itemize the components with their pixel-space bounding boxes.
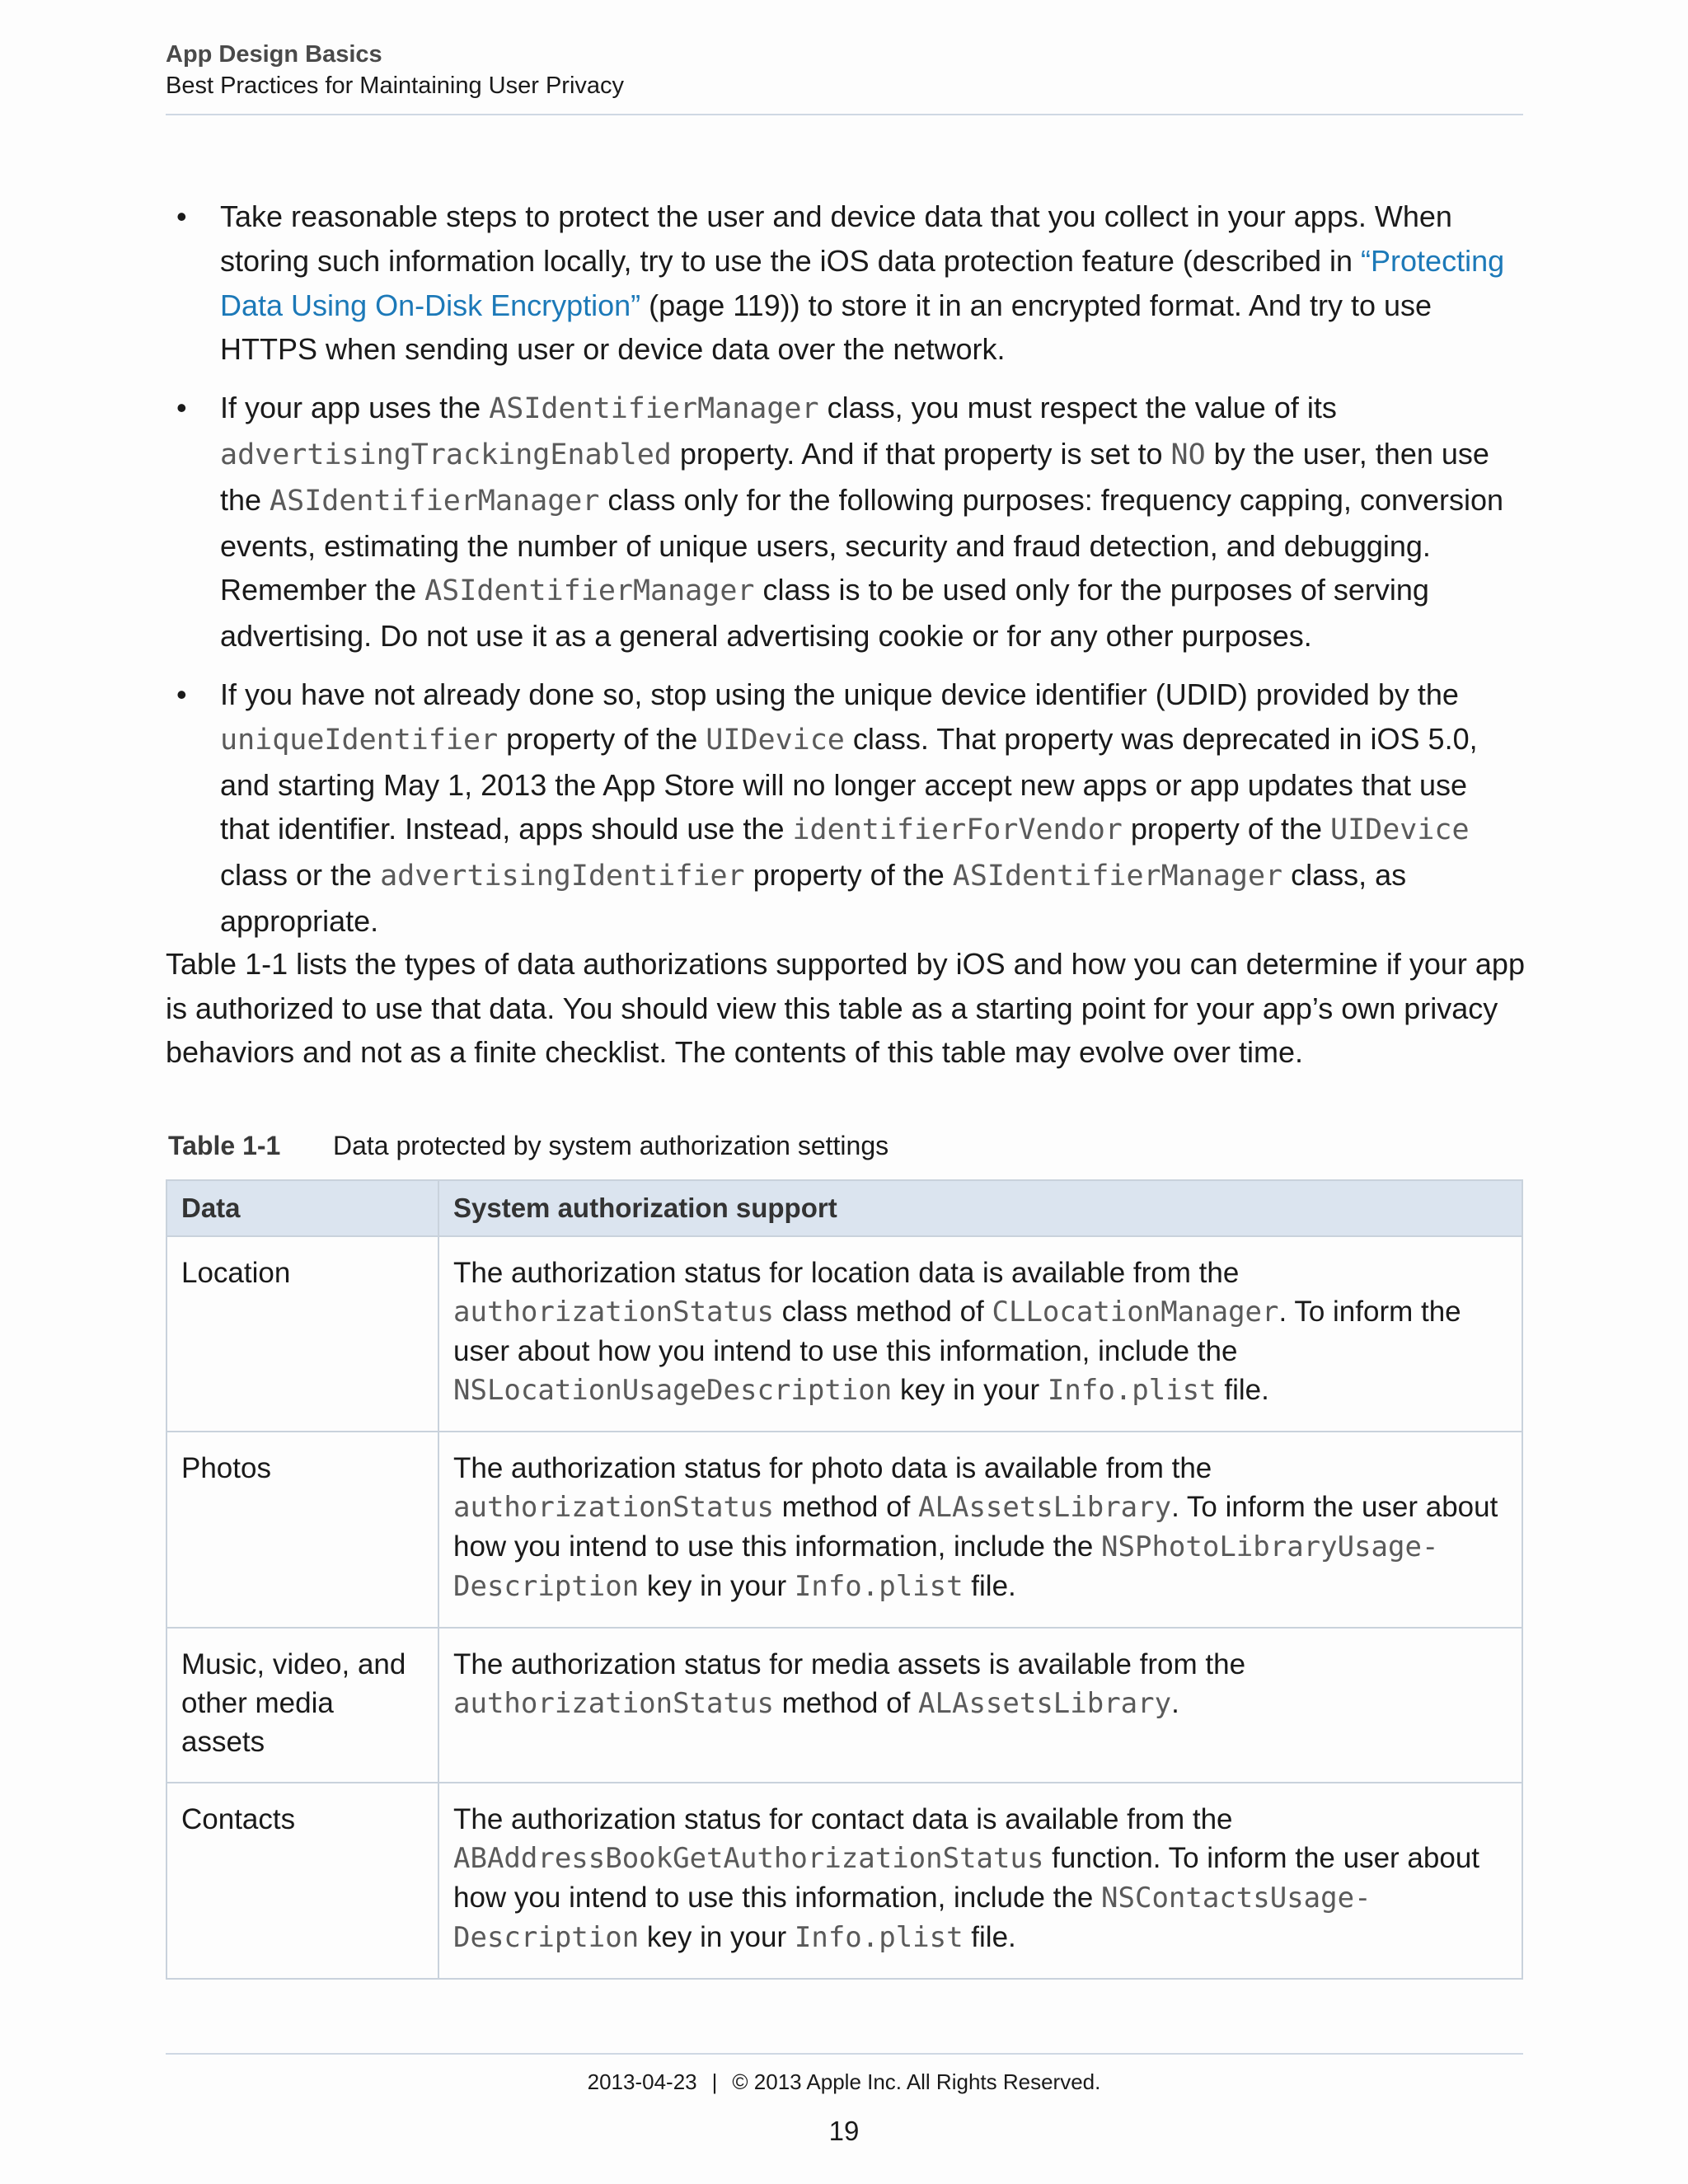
- table-caption-label: Table 1-1: [168, 1131, 281, 1160]
- table-row: [166, 1783, 1522, 1979]
- footer-divider: [166, 2053, 1523, 2055]
- authorization-table: [166, 1179, 1523, 1980]
- table-cell-data: Music, video, and other media assets: [166, 1628, 438, 1783]
- footer-copyright: © 2013 Apple Inc. All Rights Reserved.: [732, 2069, 1101, 2094]
- list-item: [166, 194, 1523, 372]
- page-footer: [0, 2067, 1688, 2097]
- code-term: authorizationStatus: [453, 1687, 774, 1720]
- bullet-text: class. That property was deprecated in iOS 5.0, and starting May 1, 2013 the App Store will no longer accept new apps or app updates that use that identifier. Instead, apps should use the: [220, 721, 1478, 846]
- cell-text: class method of: [773, 1296, 992, 1328]
- code-term: ASIdentifierManager: [952, 860, 1283, 893]
- code-term: ASIdentifierManager: [489, 392, 819, 426]
- code-term: Description: [453, 1570, 640, 1603]
- code-term: Info.plist: [794, 1921, 964, 1954]
- code-term: authorizationStatus: [453, 1491, 774, 1524]
- table-row: [166, 1432, 1522, 1628]
- bullet-list: [166, 194, 1523, 958]
- code-term: ABAddressBookGetAuthorizationStatus: [453, 1842, 1044, 1875]
- list-item: [166, 386, 1523, 658]
- cell-text: . To inform the user about how you intend to use this information, include the: [453, 1296, 1461, 1367]
- code-term: ASIdentifierManager: [424, 574, 755, 608]
- page-number: 19: [828, 2116, 860, 2146]
- bullet-text: property. And if that property is set to: [671, 436, 1171, 471]
- cell-text: file.: [963, 1570, 1016, 1602]
- protecting-data-link[interactable]: “Protecting Data Using On-Disk Encryption”: [220, 243, 1505, 322]
- table-cell-support: [438, 1628, 1522, 1783]
- bullet-text: class is to be used only for the purposes of serving advertising. Do not use it as a general advertising cookie or for any other purposes.: [220, 573, 1429, 654]
- cell-text: key in your: [892, 1374, 1048, 1406]
- code-term: CLLocationManager: [992, 1296, 1279, 1329]
- code-term: UIDevice: [706, 723, 845, 757]
- code-term: authorizationStatus: [453, 1296, 774, 1329]
- code-term: ASIdentifierManager: [270, 484, 600, 518]
- table-caption-title: Data protected by system authorization settings: [333, 1131, 889, 1160]
- bullet-text: class or the: [220, 858, 381, 893]
- code-term: NSPhotoLibraryUsage-: [1101, 1530, 1439, 1563]
- cell-text: method of: [773, 1687, 919, 1719]
- table-cell-support: [438, 1236, 1522, 1432]
- code-term: identifierForVendor: [792, 813, 1123, 847]
- footer-date: 2013-04-23: [587, 2069, 697, 2094]
- cell-text: The authorization status for media assets is available from the: [453, 1648, 1246, 1680]
- table-header-row: [166, 1180, 1522, 1236]
- bullet-icon: •: [176, 391, 187, 425]
- code-term: Info.plist: [1047, 1374, 1217, 1407]
- intro-paragraph: Table 1-1 lists the types of data authorizations supported by iOS and how you can determine if your app is authorized to use that data. You should view this table as a starting point for your app’s own privacy behaviors and not as a finite checklist. The contents of this table may evolve over time.: [166, 947, 1525, 1069]
- bullet-text: Take reasonable steps to protect the user and device data that you collect in your apps. When storing such information locally, try to use the iOS data protection feature (described in: [220, 199, 1452, 278]
- code-term: ALAssetsLibrary: [918, 1687, 1172, 1720]
- cell-text: key in your: [639, 1570, 795, 1602]
- bullet-text: class, you must respect the value of its: [818, 391, 1337, 425]
- bullet-text: If your app uses the: [220, 391, 490, 425]
- table-cell-data: Photos: [166, 1432, 438, 1628]
- table-cell-support: [438, 1432, 1522, 1628]
- cell-text: file.: [963, 1921, 1016, 1953]
- table-cell-data: Contacts: [166, 1783, 438, 1979]
- code-term: NSLocationUsageDescription: [453, 1374, 893, 1407]
- bullet-text: class, as appropriate.: [220, 858, 1407, 938]
- bullet-text: property of the: [498, 721, 706, 756]
- cell-text: method of: [773, 1491, 919, 1523]
- code-term: uniqueIdentifier: [220, 723, 499, 757]
- cell-text: The authorization status for contact data is available from the: [453, 1803, 1233, 1835]
- table-row: [166, 1628, 1522, 1783]
- table-cell-support: [438, 1783, 1522, 1979]
- column-header-support: System authorization support: [438, 1180, 1522, 1236]
- table-cell-data: Location: [166, 1236, 438, 1432]
- section-title: Best Practices for Maintaining User Privacy: [166, 73, 625, 99]
- running-header: [166, 40, 1523, 102]
- code-term: UIDevice: [1330, 813, 1470, 847]
- bullet-text: If you have not already done so, stop using the unique device identifier (UDID) provided by the: [220, 677, 1459, 711]
- cell-text: file.: [1216, 1374, 1269, 1406]
- cell-text: function. To inform the user about how you intend to use this information, include the: [453, 1842, 1480, 1914]
- header-divider: [166, 114, 1523, 115]
- bullet-text: by the user, then use the: [220, 436, 1489, 517]
- bullet-text: (page 119)) to store it in an encrypted format. And try to use HTTPS when sending user or device data over the network.: [220, 288, 1432, 367]
- cell-text: .: [1171, 1687, 1179, 1719]
- cell-text: . To inform the user about how you intend to use this information, include the: [453, 1491, 1498, 1563]
- bullet-text: property of the: [1122, 812, 1330, 846]
- table-row: [166, 1236, 1522, 1432]
- cell-text: The authorization status for photo data is available from the: [453, 1452, 1212, 1484]
- cell-text: key in your: [639, 1921, 795, 1953]
- code-term: NSContactsUsage-: [1101, 1882, 1372, 1915]
- code-term: ALAssetsLibrary: [918, 1491, 1172, 1524]
- code-term: NO: [1170, 438, 1206, 471]
- list-item: [166, 673, 1523, 944]
- code-term: Description: [453, 1921, 640, 1954]
- footer-separator: |: [711, 2069, 718, 2094]
- cell-text: The authorization status for location data is available from the: [453, 1257, 1240, 1289]
- column-header-data: Data: [166, 1180, 438, 1236]
- code-term: advertisingTrackingEnabled: [220, 438, 672, 471]
- bullet-text: property of the: [744, 858, 953, 893]
- bullet-icon: •: [176, 677, 187, 711]
- code-term: Info.plist: [794, 1570, 964, 1603]
- chapter-title: App Design Basics: [166, 41, 382, 68]
- bullet-text: class only for the following purposes: frequency capping, conversion events, estimating the number of unique users, security and fraud detection, and debugging. Remember the: [220, 482, 1504, 607]
- table-caption: [168, 1127, 889, 1165]
- code-term: advertisingIdentifier: [380, 860, 745, 893]
- bullet-icon: •: [176, 199, 187, 233]
